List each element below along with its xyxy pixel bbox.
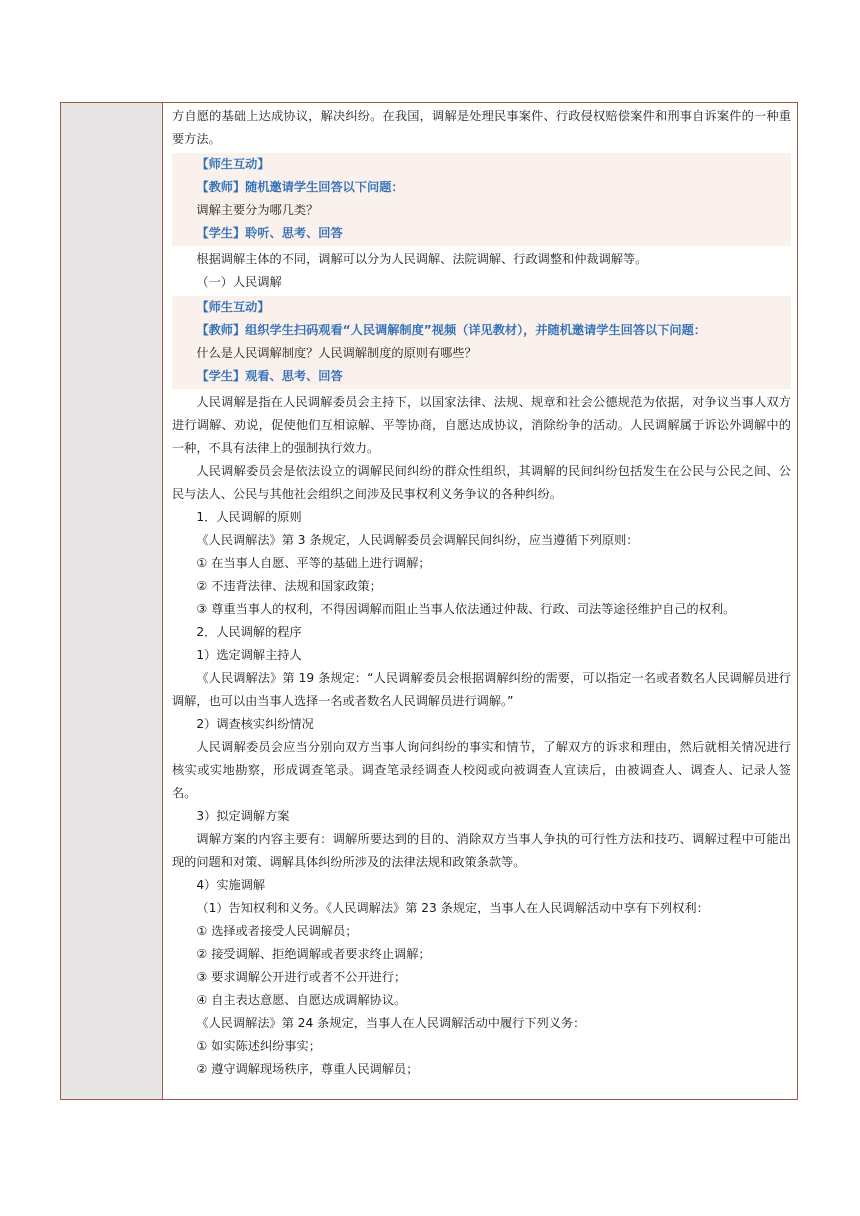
question: 调解主要分为哪几类？ <box>196 203 319 217</box>
table-content-column <box>163 103 797 1099</box>
list-item: ② 遵守调解现场秩序，尊重人民调解员； <box>196 1062 419 1076</box>
list-item: ① 如实陈述纠纷事实； <box>196 1039 321 1053</box>
list-item: ② 不违背法律、法规和国家政策； <box>196 579 382 593</box>
paragraph: 人民调解委员会是依法设立的调解民间纠纷的群众性组织，其调解的民间纠纷包括发生在公民与公民之间、公民与法人、公民与其他社会组织之间涉及民事权利义务争议的各种纠纷。 <box>172 464 791 501</box>
interaction-block <box>172 153 791 246</box>
list-item: ③ 要求调解公开进行或者不公开进行； <box>196 970 407 984</box>
step-heading: 4）实施调解 <box>196 878 266 892</box>
content-table <box>60 102 798 1100</box>
student-response: 【学生】聆听、思考、回答 <box>196 226 343 240</box>
section-heading: （一）人民调解 <box>196 275 282 289</box>
paragraph: 《人民调解法》第 24 条规定，当事人在人民调解活动中履行下列义务： <box>196 1016 586 1030</box>
step-heading: 3）拟定调解方案 <box>196 809 290 823</box>
paragraph: 《人民调解法》第 3 条规定，人民调解委员会调解民间纠纷，应当遵循下列原则： <box>196 533 639 547</box>
step-heading: 2）调查核实纠纷情况 <box>196 717 314 731</box>
paragraph: 《人民调解法》第 19 条规定：“人民调解委员会根据调解纠纷的需要，可以指定一名或者数名人民调解员进行调解，也可以由当事人选择一名或者数名人民调解员进行调解。” <box>172 671 791 708</box>
table-label-column <box>61 103 163 1099</box>
paragraph: 人民调解委员会应当分别向双方当事人询问纠纷的事实和情节，了解双方的诉求和理由，然后就相关情况进行核实或实地勘察，形成调查笔录。调查笔录经调查人校阅或向被调查人宣读后，由被调查人、调查人、记录人签名。 <box>172 740 791 800</box>
student-response: 【学生】观看、思考、回答 <box>196 369 343 383</box>
paragraph: （1）告知权利和义务。《人民调解法》第 23 条规定，当事人在人民调解活动中享有下列权利： <box>196 901 709 915</box>
teacher-prompt: 【教师】随机邀请学生回答以下问题： <box>196 180 404 194</box>
paragraph: 调解方案的内容主要有：调解所要达到的目的、消除双方当事人争执的可行性方法和技巧、调解过程中可能出现的问题和对策、调解具体纠纷所涉及的法律法规和政策条款等。 <box>172 832 791 869</box>
paragraph: 根据调解主体的不同，调解可以分为人民调解、法院调解、行政调整和仲裁调解等。 <box>196 252 648 266</box>
list-item: ① 选择或者接受人民调解员； <box>196 924 358 938</box>
subsection-heading: 1．人民调解的原则 <box>196 510 302 524</box>
interaction-heading: 【师生互动】 <box>196 300 270 314</box>
interaction-block <box>172 296 791 389</box>
paragraph: 方自愿的基础上达成协议，解决纠纷。在我国，调解是处理民事案件、行政侵权赔偿案件和刑事自诉案件的一种重要方法。 <box>172 109 791 146</box>
step-heading: 1）选定调解主持人 <box>196 648 302 662</box>
list-item: ② 接受调解、拒绝调解或者要求终止调解； <box>196 947 431 961</box>
interaction-heading: 【师生互动】 <box>196 157 270 171</box>
list-item: ③ 尊重当事人的权利，不得因调解而阻止当事人依法通过仲裁、行政、司法等途径维护自己的权利。 <box>196 602 736 616</box>
paragraph: 人民调解是指在人民调解委员会主持下，以国家法律、法规、规章和社会公德规范为依据，对争议当事人双方进行调解、劝说，促使他们互相谅解、平等协商，自愿达成协议，消除纷争的活动。人民调解属于诉讼外调解中的一种，不具有法律上的强制执行效力。 <box>172 395 791 455</box>
question: 什么是人民调解制度？人民调解制度的原则有哪些？ <box>196 346 477 360</box>
list-item: ① 在当事人自愿、平等的基础上进行调解； <box>196 556 431 570</box>
teacher-prompt: 【教师】组织学生扫码观看“人民调解制度”视频（详见教材），并随机邀请学生回答以下问题： <box>196 323 706 337</box>
subsection-heading: 2．人民调解的程序 <box>196 625 302 639</box>
list-item: ④ 自主表达意愿、自愿达成调解协议。 <box>196 993 407 1007</box>
